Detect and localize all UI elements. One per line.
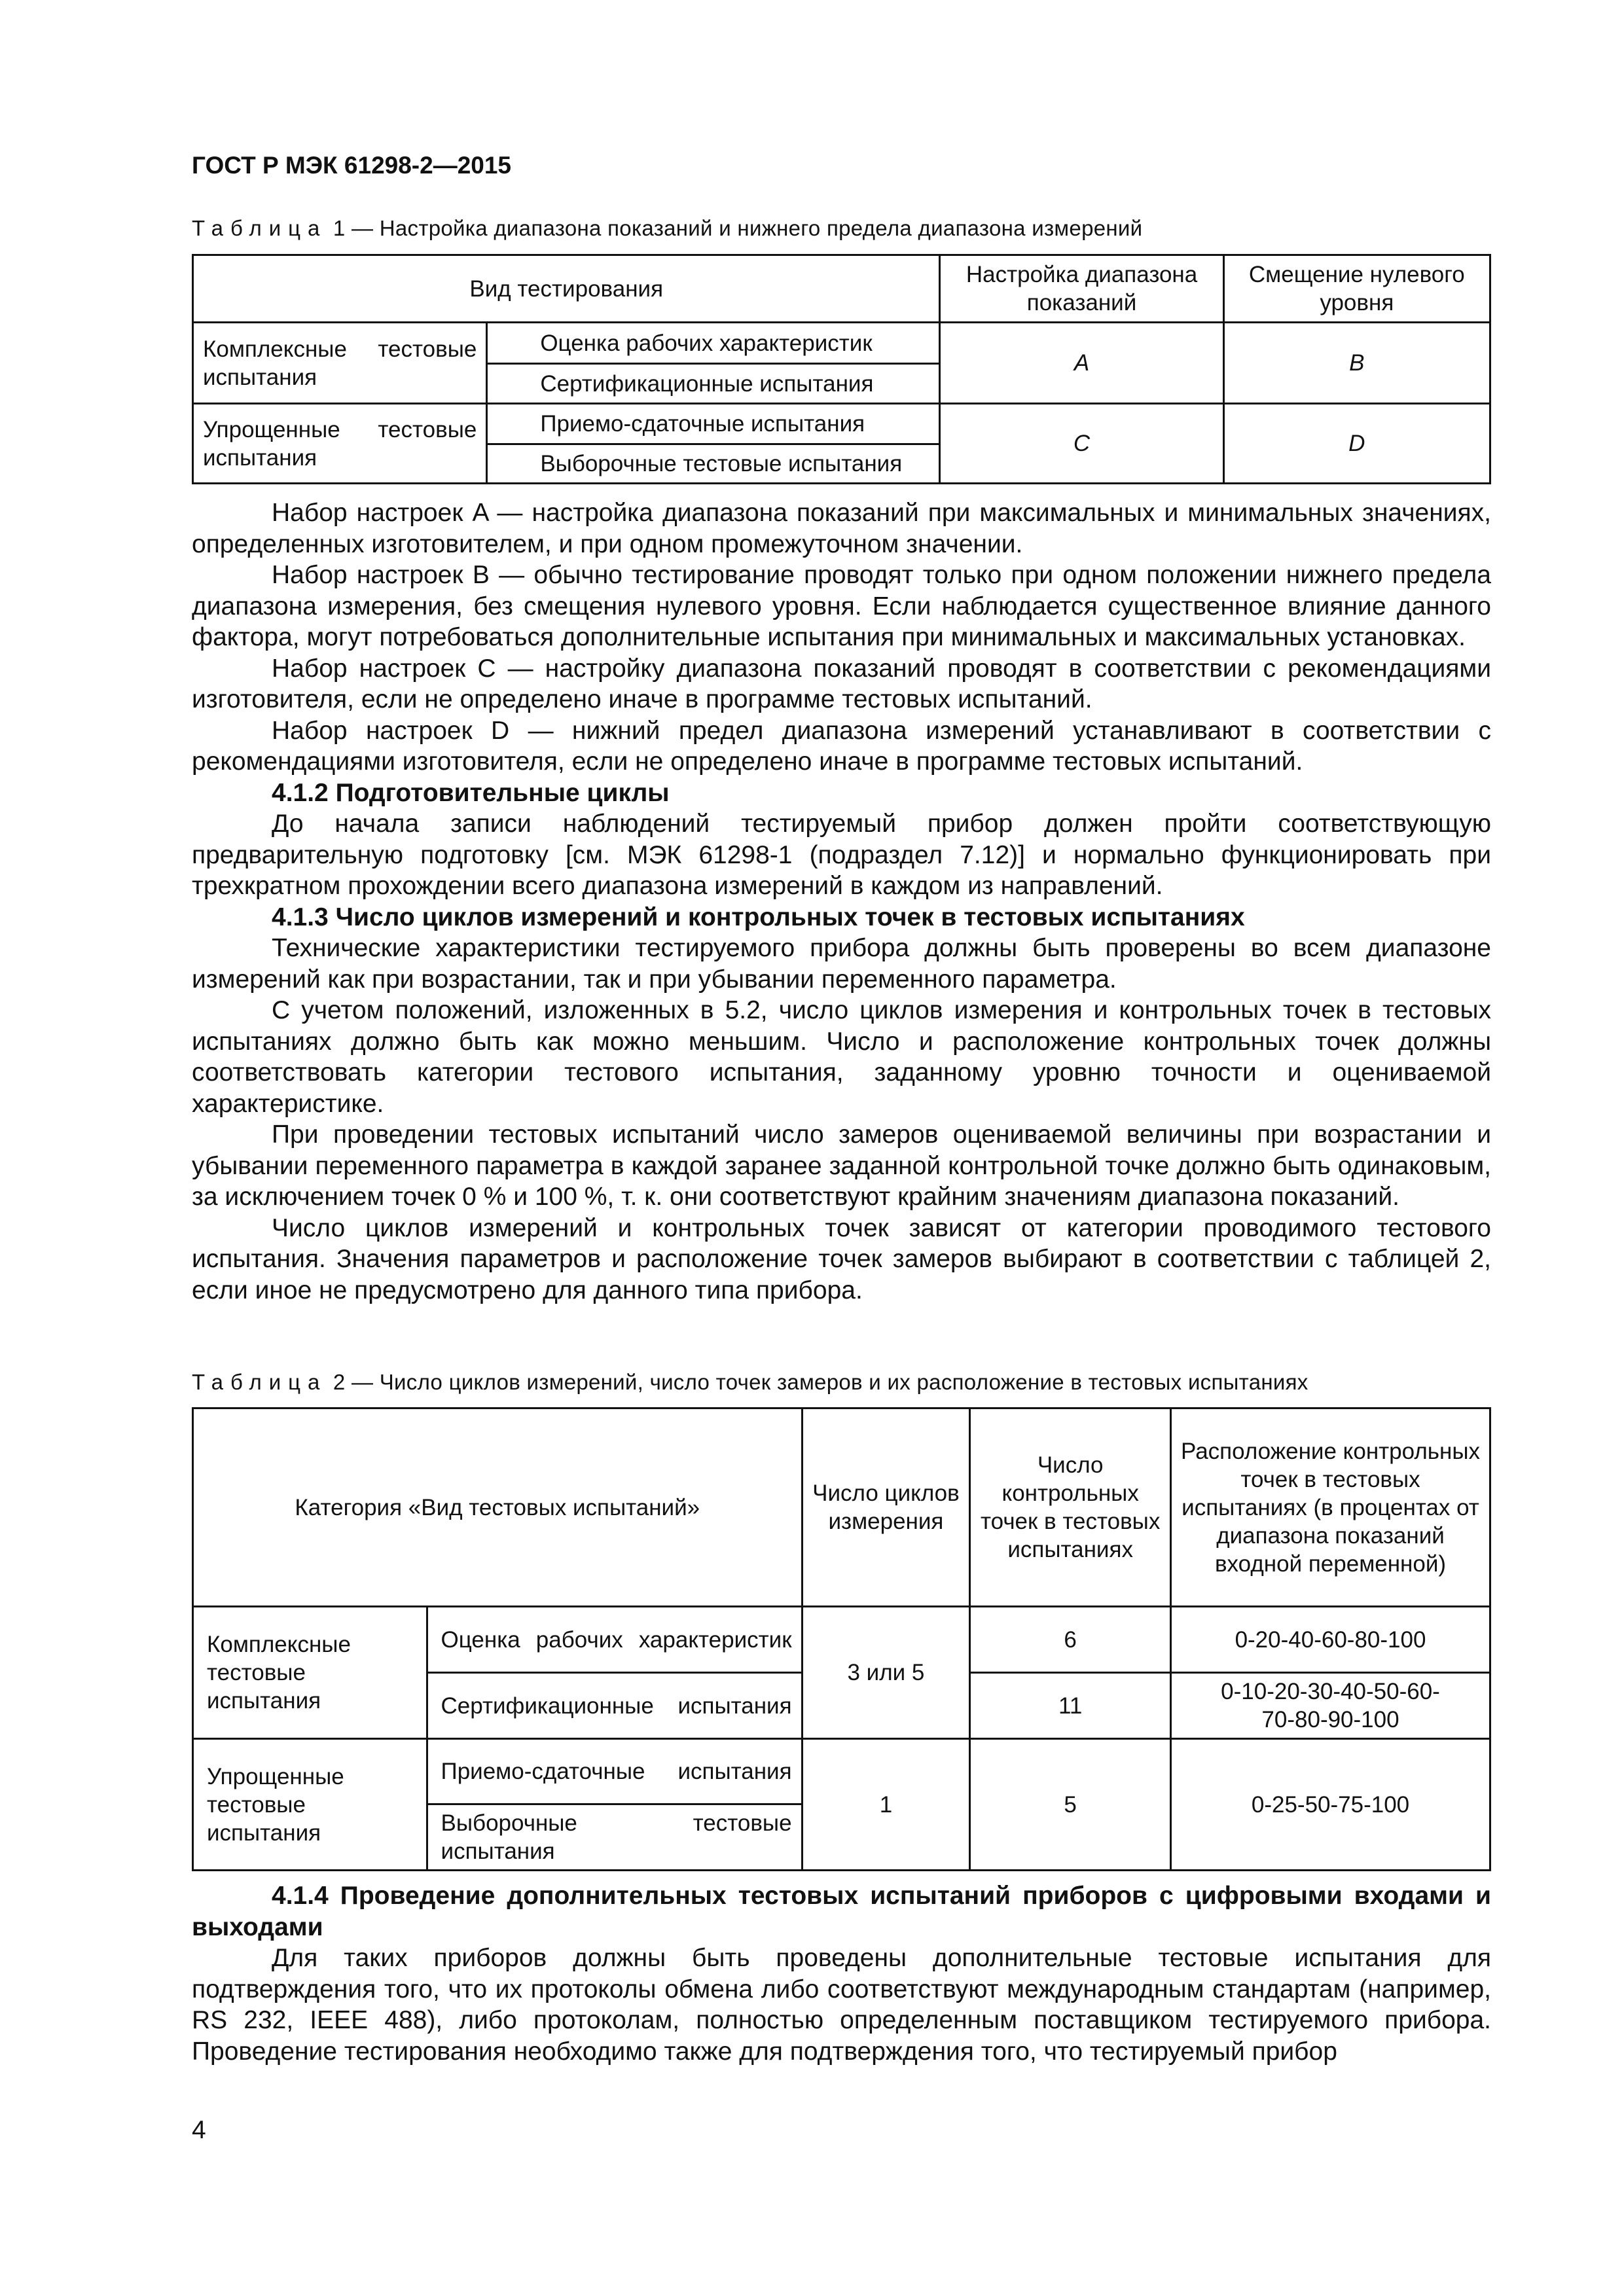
paragraph: Набор настроек B — обычно тестирование проводят только при одном положении нижнего предела диапазона измерения, без смещения нулевого уровня. Если наблюдается существенное влияние данного фактора, могут потребоваться дополнительные испытания при минимальных и максимальных установках. — [192, 561, 1491, 651]
table1-range-setting-value: C — [940, 404, 1223, 484]
table2-header-category: Категория «Вид тестовых испытаний» — [193, 1408, 803, 1607]
table-row — [193, 404, 1490, 444]
table1 — [192, 254, 1491, 484]
table1-item: Сертификационные испытания — [487, 364, 940, 404]
section-heading-412: 4.1.2 Подготовительные циклы — [272, 778, 670, 807]
table1-header-row — [193, 255, 1490, 323]
paragraph: До начала записи наблюдений тестируемый прибор должен пройти соответствующую предварительную подготовку [см. МЭК 61298-1 (подраздел 7.12)] и нормально функционировать при трехкратном прохождении всего диапазона измерений в каждом из направлений. — [192, 810, 1491, 900]
table2-points-value: 6 — [970, 1607, 1171, 1673]
table1-item: Оценка рабочих характеристик — [487, 323, 940, 364]
section-heading-413: 4.1.3 Число циклов измерений и контрольных точек в тестовых испытаниях — [272, 903, 1245, 931]
table2-header-row — [193, 1408, 1490, 1607]
table2-test-type: Сертификационные испытания — [427, 1673, 802, 1739]
page-number: 4 — [192, 2116, 206, 2144]
table1-caption-text: 1 — Настройка диапазона показаний и нижнего предела диапазона измерений — [327, 216, 1143, 240]
paragraph: Набор настроек C — настройку диапазона показаний проводят в соответствии с рекомендациями изготовителя, если не определено иначе в программе тестовых испытаний. — [192, 654, 1491, 713]
paragraph: Набор настроек A — настройка диапазона показаний при максимальных и минимальных значениях, определенных изготовителем, и при одном промежуточном значении. — [192, 499, 1491, 558]
section-heading-414: 4.1.4 Проведение дополнительных тестовых испытаний приборов с цифровыми входами и выходами — [192, 1882, 1491, 1941]
paragraph: С учетом положений, изложенных в 5.2, число циклов измерения и контрольных точек в тестовых испытаниях должно быть как можно меньшим. Число и расположение контрольных точек должны соответствовать категории тестового испытания, заданному уровню точности и оцениваемой характеристике. — [192, 996, 1491, 1118]
table2-test-type: Выборочные тестовые испытания — [427, 1804, 802, 1871]
paragraph: Технические характеристики тестируемого прибора должны быть проверены во всем диапазоне измерений как при возрастании, так и при убывании переменного параметра. — [192, 934, 1491, 994]
table1-caption-label: Таблица — [192, 216, 327, 240]
table2-cycles-value: 1 — [802, 1739, 970, 1871]
table2-location-value: 0-10-20-30-40-50-60-70-80-90-100 — [1171, 1673, 1490, 1739]
table1-header-test-type: Вид тестирования — [193, 255, 940, 323]
table2-header-cycles: Число циклов измерения — [802, 1408, 970, 1607]
table2-group-name: Комплексные тестовые испытания — [193, 1607, 427, 1739]
table2-cycles-value: 3 или 5 — [802, 1607, 970, 1739]
table1-group-name: Комплексные тестовые испытания — [193, 323, 487, 404]
paragraph: При проведении тестовых испытаний число замеров оцениваемой величины при возрастании и убывании переменного параметра в каждой заранее заданной контрольной точке должно быть одинаковым, за исключением точек 0 % и 100 %, т. к. они соответствуют крайним значениям диапазона показаний. — [192, 1121, 1491, 1211]
table-row — [193, 1607, 1490, 1673]
table2-points-value: 11 — [970, 1673, 1171, 1739]
table1-item: Выборочные тестовые испытания — [487, 444, 940, 484]
table1-item: Приемо-сдаточные испытания — [487, 404, 940, 444]
paragraph: Число циклов измерений и контрольных точек зависят от категории проводимого тестового испытания. Значения параметров и расположение точек замеров выбирают в соответствии с таблицей 2, если иное не предусмотрено для данного типа прибора. — [192, 1213, 1491, 1304]
table2-header-points: Число контрольных точек в тестовых испытаниях — [970, 1408, 1171, 1607]
document-header: ГОСТ Р МЭК 61298-2—2015 — [192, 152, 512, 179]
table2-group-name: Упрощенные тестовые испытания — [193, 1739, 427, 1871]
table2-caption — [192, 1370, 1308, 1395]
table2-location-value: 0-25-50-75-100 — [1171, 1739, 1490, 1871]
body-text-block-1 — [192, 497, 1491, 1306]
table1-zero-shift-value: D — [1223, 404, 1490, 484]
body-text-block-2 — [192, 1880, 1491, 2067]
table-row — [193, 1739, 1490, 1804]
table1-range-setting-value: A — [940, 323, 1223, 404]
table1-zero-shift-value: B — [1223, 323, 1490, 404]
table1-header-zero-shift: Смещение нулевого уровня — [1223, 255, 1490, 323]
table1-group-name: Упрощенные тестовые испытания — [193, 404, 487, 484]
table1-header-range-setting: Настройка диапазона показаний — [940, 255, 1223, 323]
table2 — [192, 1407, 1491, 1871]
table2-points-value: 5 — [970, 1739, 1171, 1871]
table2-header-location: Расположение контрольных точек в тестовых испытаниях (в процентах от диапазона показаний входной переменной) — [1171, 1408, 1490, 1607]
table1-caption — [192, 216, 1142, 241]
table2-test-type: Оценка рабочих характеристик — [427, 1607, 802, 1673]
paragraph: Набор настроек D — нижний предел диапазона измерений устанавливают в соответствии с рекомендациями изготовителя, если не определено иначе в программе тестовых испытаний. — [192, 716, 1491, 776]
paragraph: Для таких приборов должны быть проведены дополнительные тестовые испытания для подтверждения того, что их протоколы обмена либо соответствуют международным стандартам (например, RS 232, IEEE 488), либо протоколам, полностью определенным поставщиком тестируемого прибора. Проведение тестирования необходимо также для подтверждения того, что тестируемый прибор — [192, 1944, 1491, 2066]
table-row — [193, 323, 1490, 364]
table2-caption-text: 2 — Число циклов измерений, число точек замеров и их расположение в тестовых испытаниях — [327, 1370, 1308, 1394]
table2-test-type: Приемо-сдаточные испытания — [427, 1739, 802, 1804]
table2-caption-label: Таблица — [192, 1370, 327, 1394]
table2-location-value: 0-20-40-60-80-100 — [1171, 1607, 1490, 1673]
